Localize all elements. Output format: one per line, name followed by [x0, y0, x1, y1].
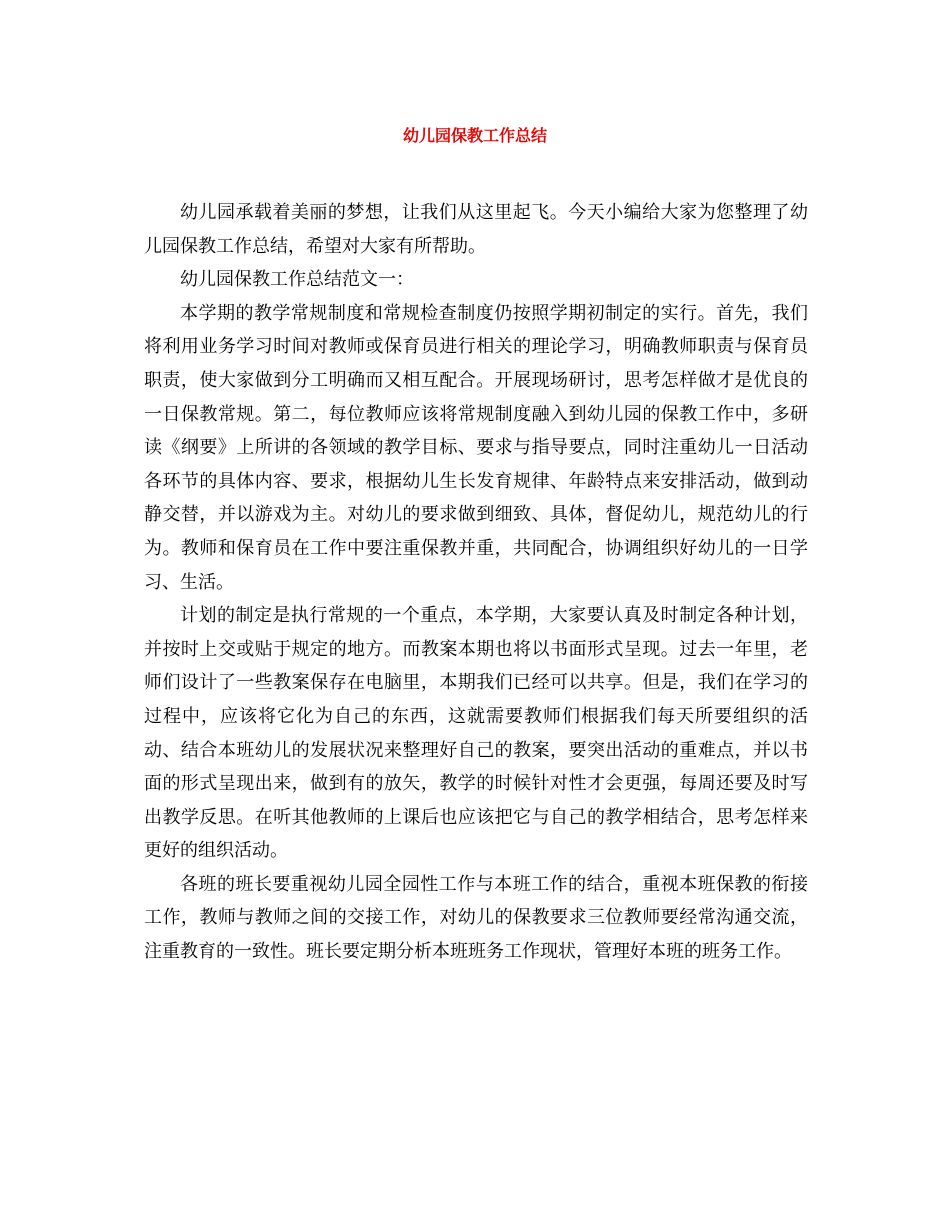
paragraph-planning: 计划的制定是执行常规的一个重点，本学期，大家要认真及时制定各种计划，并按时上交或贴于规定的地方。而教案本期也将以书面形式呈现。过去一年里，老师们设计了一些教案保存在电脑里，本期我们已经可以共享。但是，我们在学习的过程中，应该将它化为自己的东西，这就需要教师们根据我们每天所要组织的活动、结合本班幼儿的发展状况来整理好自己的教案，要突出活动的重难点，并以书面的形式呈现出来，做到有的放矢，教学的时候针对性才会更强，每周还要及时写出教学反思。在听其他教师的上课后也应该把它与自己的教学相结合，思考怎样来更好的组织活动。	[144, 605, 808, 862]
document-body	[144, 196, 808, 969]
paragraph-heading: 幼儿园保教工作总结范文一：	[180, 269, 414, 291]
paragraph-routine: 本学期的教学常规制度和常规检查制度仍按照学期初制定的实行。首先，我们将利用业务学习时间对教师或保育员进行相关的理论学习，明确教师职责与保育员职责，使大家做到分工明确而又相互配合。开展现场研讨，思考怎样做才是优良的一日保教常规。第二，每位教师应该将常规制度融入到幼儿园的保教工作中，多研读《纲要》上所讲的各领域的教学目标、要求与指导要点，同时注重幼儿一日活动各环节的具体内容、要求，根据幼儿生长发育规律、年龄特点来安排活动，做到动静交替，并以游戏为主。对幼儿的要求做到细致、具体，督促幼儿，规范幼儿的行为。教师和保育员在工作中要注重保教并重，共同配合，协调组织好幼儿的一日学习、生活。	[144, 302, 808, 593]
paragraph-intro: 幼儿园承载着美丽的梦想，让我们从这里起飞。今天小编给大家为您整理了幼儿园保教工作总结，希望对大家有所帮助。	[144, 202, 808, 257]
paragraph-class-leader: 各班的班长要重视幼儿园全园性工作与本班工作的结合，重视本班保教的衔接工作，教师与教师之间的交接工作，对幼儿的保教要求三位教师要经常沟通交流，注重教育的一致性。班长要定期分析本班班务工作现状，管理好本班的班务工作。	[144, 873, 808, 963]
document-title: 幼儿园保教工作总结	[402, 126, 547, 145]
